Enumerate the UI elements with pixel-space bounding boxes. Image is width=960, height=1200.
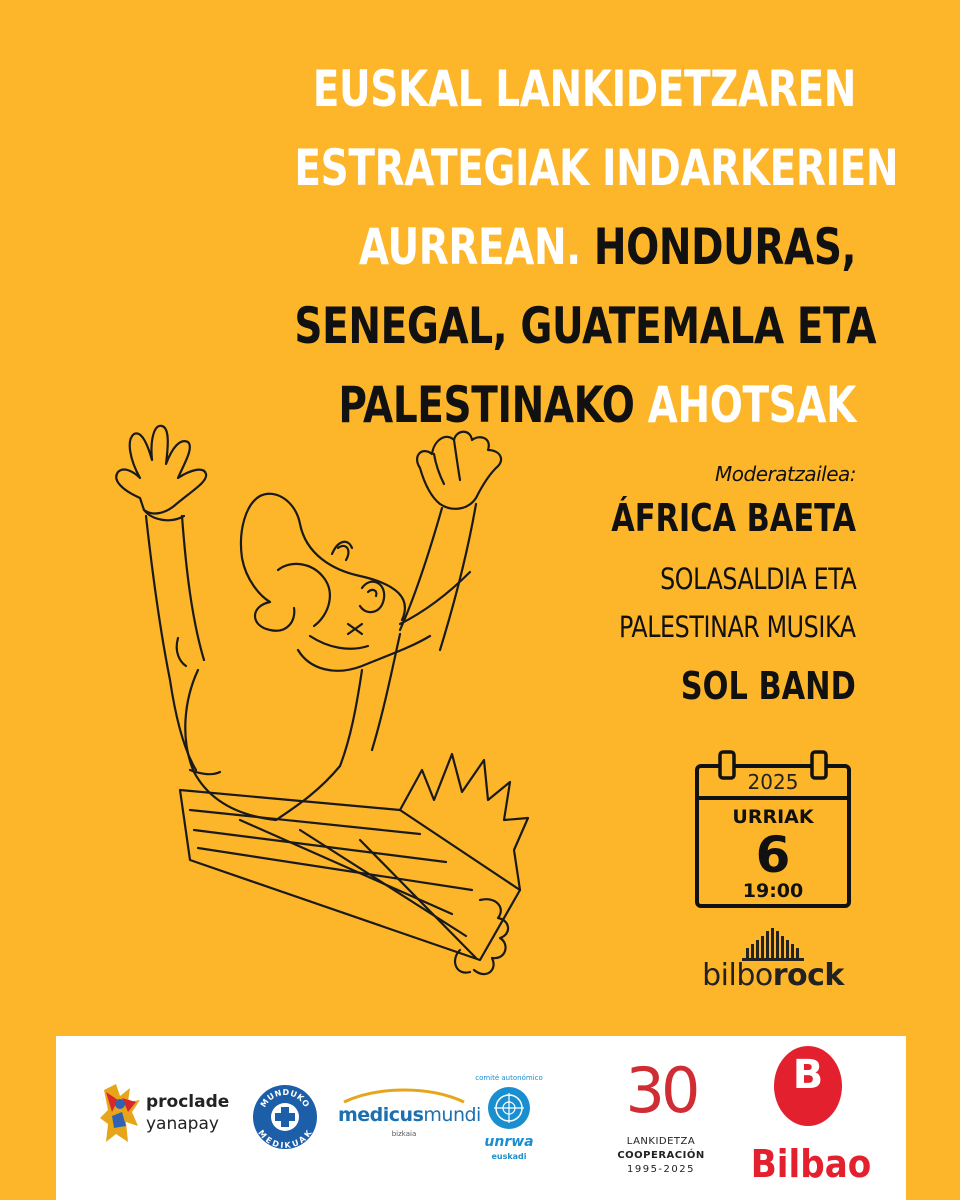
sponsor-lankidetza-30	[600, 1054, 722, 1194]
talk-line-2: PALESTINAR MUSIKA	[619, 610, 856, 644]
calendar-day: 6	[755, 826, 791, 884]
sponsor-bilbao	[736, 1040, 886, 1196]
lankidetza-line3: 1995-2025	[626, 1164, 695, 1175]
moderator-name: ÁFRICA BAETA	[611, 496, 856, 540]
calendar-time: 19:00	[742, 880, 804, 902]
venue-name-regular: bilbo	[702, 958, 773, 993]
sponsor-munduko-medikuak	[252, 1084, 318, 1150]
medicus-name-regular: mundi	[423, 1104, 481, 1126]
headline-line	[294, 129, 899, 208]
calendar	[694, 748, 852, 910]
unrwa-sub: euskadi	[491, 1152, 527, 1161]
bilborock-organ-icon	[694, 926, 852, 962]
headline-segment: HONDURAS,	[580, 218, 856, 276]
medicus-name-bold: medicus	[338, 1104, 424, 1126]
headline-segment: ESTRATEGIAK INDARKERIEN	[294, 139, 899, 197]
bilbao-letter: B	[792, 1052, 824, 1098]
sponsor-bar	[56, 1036, 906, 1200]
talk-line-1: SOLASALDIA ETA	[659, 562, 856, 596]
headline-line	[294, 50, 856, 129]
medicus-arc-icon	[338, 1086, 470, 1104]
unrwa-top: comité autonómico	[475, 1074, 543, 1082]
proclade-logo-icon	[98, 1082, 142, 1146]
unrwa-name: unrwa	[484, 1134, 534, 1150]
calendar-month: URRIAK	[732, 806, 814, 828]
venue-name-bold: rock	[772, 958, 844, 993]
mundu-top-text: MUNDUKO	[258, 1087, 312, 1110]
proclade-sub: yanapay	[146, 1114, 219, 1134]
headline-segment: SENEGAL, GUATEMALA ETA	[294, 297, 877, 355]
proclade-name: proclade	[146, 1092, 230, 1112]
headline-segment: AHOTSAK	[634, 376, 856, 434]
medicus-sub: bizkaia	[391, 1130, 417, 1138]
munduko-medikuak-logo-icon	[252, 1084, 318, 1150]
calendar-year: 2025	[747, 770, 799, 794]
headline-segment: AURREAN.	[358, 218, 581, 276]
venue-logo	[694, 926, 852, 996]
lankidetza-line1: LANKIDETZA	[626, 1136, 696, 1147]
mundu-bottom-text: MEDIKUAK	[256, 1128, 314, 1150]
lankidetza-number: 30	[625, 1054, 697, 1127]
un-emblem-icon	[468, 1084, 550, 1132]
sponsor-unrwa	[468, 1074, 550, 1166]
medicus-name	[338, 1104, 481, 1126]
headline	[294, 50, 899, 445]
venue-name	[694, 958, 852, 993]
sponsor-proclade	[98, 1082, 228, 1152]
headline-segment: PALESTINAKO	[338, 376, 635, 434]
headline-line	[294, 208, 856, 287]
headline-line	[294, 287, 877, 366]
moderator-label: Moderatzailea:	[715, 462, 856, 486]
bilbao-name: Bilbao	[750, 1142, 872, 1186]
headline-segment: EUSKAL LANKIDETZAREN	[312, 60, 856, 118]
lankidetza-line2: COOPERACIÓN	[617, 1150, 705, 1161]
sponsor-medicusmundi	[338, 1086, 481, 1146]
illustration-figure	[100, 420, 530, 980]
band-name: SOL BAND	[680, 664, 856, 708]
